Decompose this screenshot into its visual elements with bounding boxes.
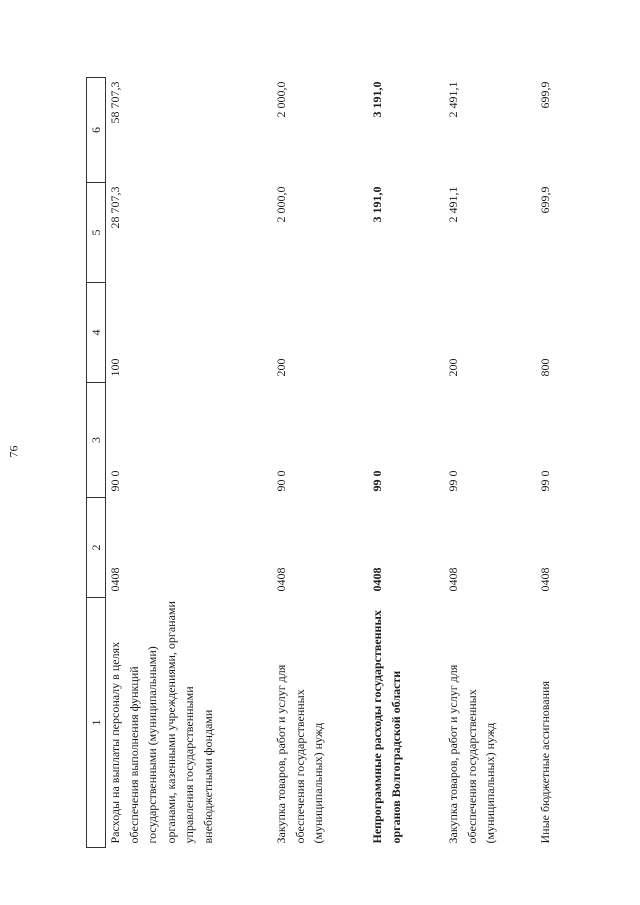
row-value-6: 2 491,1 xyxy=(446,81,460,118)
row-value-5: 2 491,1 xyxy=(446,186,460,223)
table-row xyxy=(106,78,273,848)
row-article: 90 0 xyxy=(108,470,122,492)
row-name: Непрограммные расходы государственных органов Волгоградской области xyxy=(370,610,403,844)
column-header-5: 5 xyxy=(87,183,106,283)
column-header-4: 4 xyxy=(87,283,106,383)
row-value-6: 2 000,0 xyxy=(274,81,288,118)
budget-sheet xyxy=(86,78,566,848)
row-kind: 200 xyxy=(274,358,288,377)
row-article: 99 0 xyxy=(370,470,384,492)
column-header-2: 2 xyxy=(87,498,106,598)
row-kind: 200 xyxy=(446,358,460,377)
row-section: 0408 xyxy=(446,567,460,592)
row-kind xyxy=(368,283,444,383)
row-section: 0408 xyxy=(274,567,288,592)
row-value-6: 58 707,3 xyxy=(108,81,122,124)
row-kind: 800 xyxy=(538,358,552,377)
table-row xyxy=(444,78,536,848)
table-row xyxy=(272,78,368,848)
row-section: 0408 xyxy=(108,567,122,592)
row-value-5: 3 191,0 xyxy=(370,186,384,223)
row-article: 90 0 xyxy=(274,470,288,492)
row-value-6: 699,9 xyxy=(538,81,552,109)
row-value-5: 699,9 xyxy=(538,186,552,214)
row-article: 99 0 xyxy=(446,470,460,492)
column-header-6: 6 xyxy=(87,78,106,183)
column-header-1: 1 xyxy=(87,598,106,848)
column-number-row xyxy=(87,78,106,848)
row-section: 0408 xyxy=(538,567,552,592)
table-row xyxy=(368,78,444,848)
row-value-5: 28 707,3 xyxy=(108,186,122,229)
row-name: Закупка товаров, работ и услуг для обеспечения государственных (муниципальных) нужд xyxy=(274,664,325,844)
page-number: 76 xyxy=(6,445,21,458)
row-section: 0408 xyxy=(370,567,384,592)
row-name: Закупка товаров, работ и услуг для обеспечения государственных (муниципальных) нужд xyxy=(446,664,497,844)
row-value-5: 2 000,0 xyxy=(274,186,288,223)
row-name: Иные бюджетные ассигнования xyxy=(538,681,552,844)
row-name: Расходы на выплаты персоналу в целях обеспечения выполнения функций государственными (муниципальными) органами, казенными учреждениями, органами управления государственными внебюджетными фондами xyxy=(108,601,215,844)
column-header-3: 3 xyxy=(87,383,106,498)
row-article: 99 0 xyxy=(538,470,552,492)
table-row xyxy=(536,78,566,848)
row-value-6: 3 191,0 xyxy=(370,81,384,118)
budget-table xyxy=(86,77,566,848)
row-kind: 100 xyxy=(108,358,122,377)
